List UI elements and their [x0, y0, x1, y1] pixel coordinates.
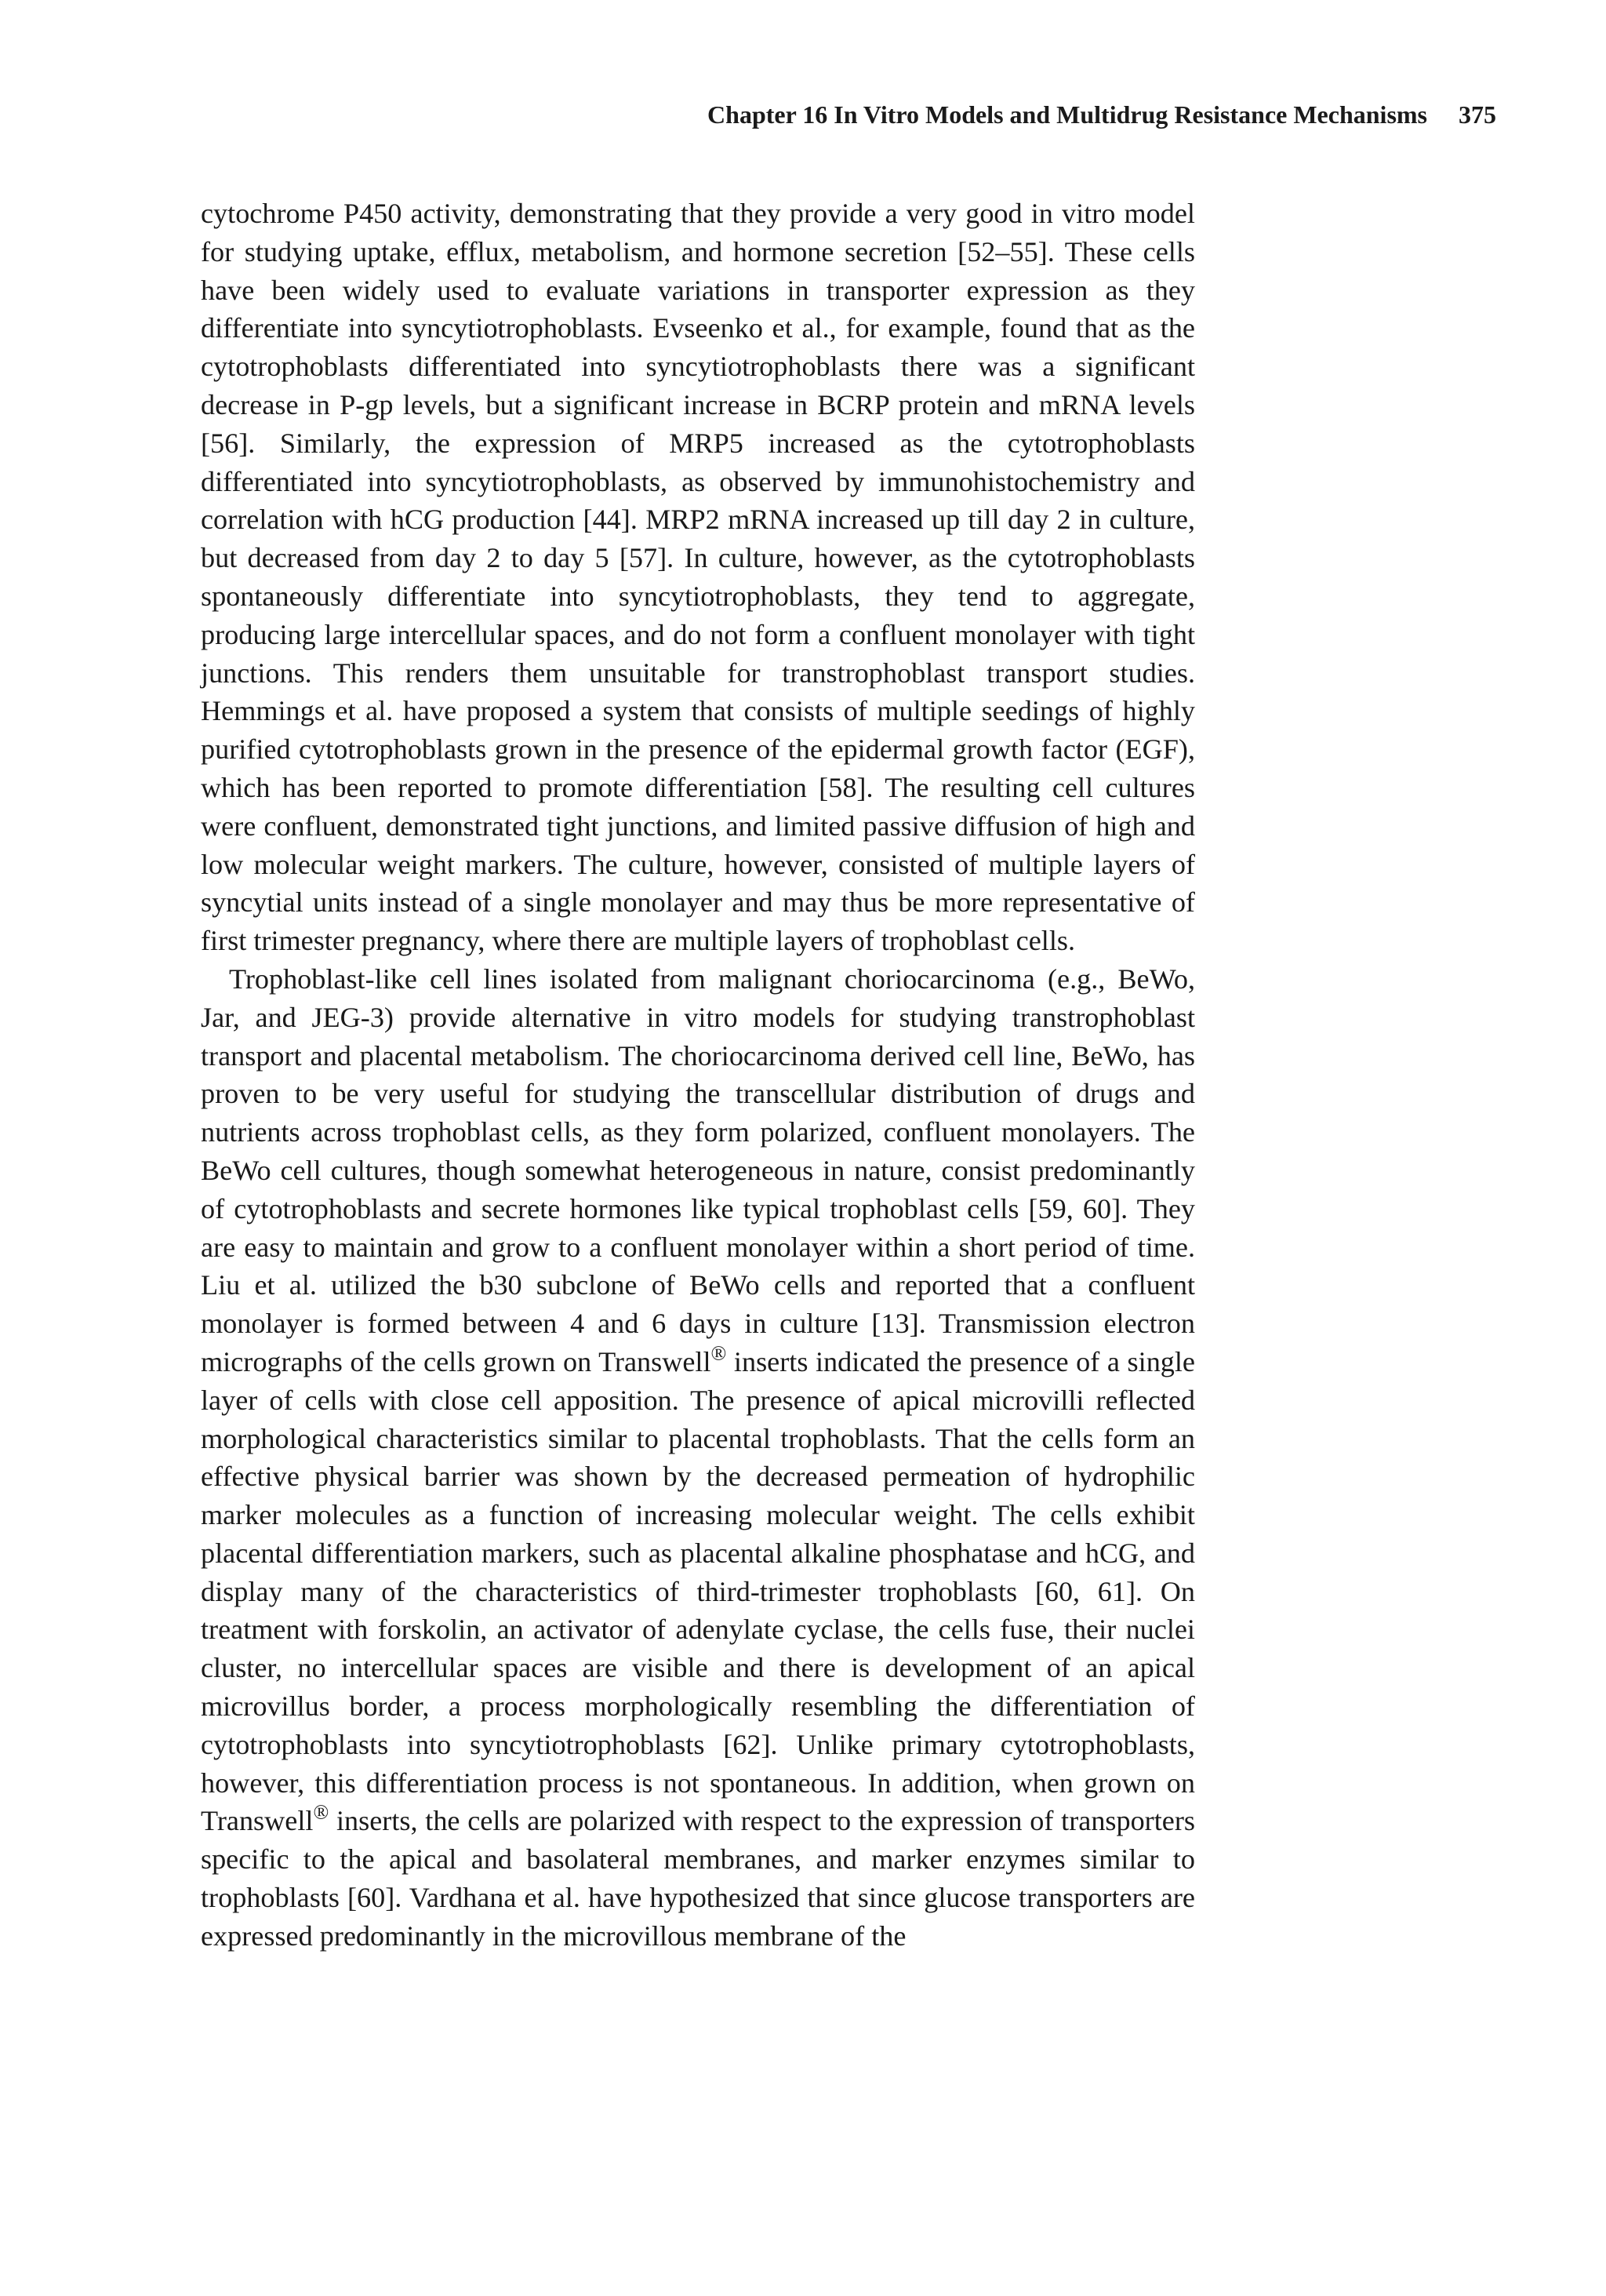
- running-head: [201, 99, 1496, 130]
- registered-mark: ®: [313, 1801, 329, 1825]
- paragraph-2-part-c: inserts, the cells are polarized with respect to the expression of transporters specific to the apical and basolateral membranes, and marker enzymes similar to trophoblasts [60]. Vardhana et al. have hypothesized that since glucose transporters are expressed predominantly in the microvillous membrane of the: [201, 1805, 1195, 1952]
- paragraph-1: cytochrome P450 activity, demonstrating that they provide a very good in vitro model for studying uptake, efflux, metabolism, and hormone secretion [52–55]. These cells have been widely used to evaluate variations in transporter expression as they differentiate into syncytiotrophoblasts. Evseenko et al., for example, found that as the cytotrophoblasts differentiated into syncytiotrophoblasts there was a significant decrease in P-gp levels, but a significant increase in BCRP protein and mRNA levels [56]. Similarly, the expression of MRP5 increased as the cytotrophoblasts differentiated into syncytiotrophoblasts, as observed by immunohistochemistry and correlation with hCG production [44]. MRP2 mRNA increased up till day 2 in culture, but decreased from day 2 to day 5 [57]. In culture, however, as the cytotrophoblasts spontaneously differentiate into syncytiotrophoblasts, they tend to aggregate, producing large intercellular spaces, and do not form a confluent monolayer with tight junctions. This renders them unsuitable for transtrophoblast transport studies. Hemmings et al. have proposed a system that consists of multiple seedings of highly purified cytotrophoblasts grown in the presence of the epidermal growth factor (EGF), which has been reported to promote differentiation [58]. The resulting cell cultures were confluent, demonstrated tight junctions, and limited passive diffusion of high and low molecular weight markers. The culture, however, consisted of multiple layers of syncytial units instead of a single monolayer and may thus be more representative of first trimester pregnancy, where there are multiple layers of trophoblast cells.: [201, 198, 1195, 957]
- paragraph-2: [201, 960, 1195, 1956]
- registered-mark: ®: [710, 1341, 727, 1365]
- paragraph-2-part-b: inserts indicated the presence of a single layer of cells with close cell apposition. The presence of apical microvilli reflected morphological characteristics similar to placental trophoblasts. That the cells form an effective physical barrier was shown by the decreased permeation of hydrophilic marker molecules as a function of increasing molecular weight. The cells exhibit placental differentiation markers, such as placental alkaline phosphatase and hCG, and display many of the characteristics of third-trimester trophoblasts [60, 61]. On treatment with forskolin, an activator of adenylate cyclase, the cells fuse, their nuclei cluster, no intercellular spaces are visible and there is development of an apical microvillus border, a process morphologically resembling the differentiation of cytotrophoblasts into syncytiotrophoblasts [62]. Unlike primary cytotrophoblasts, however, this differentiation process is not spontaneous. In addition, when grown on Transwell: [201, 1345, 1195, 1837]
- paragraph-2-part-a: Trophoblast-like cell lines isolated from malignant choriocarcinoma (e.g., BeWo, Jar, and JEG-3) provide alternative in vitro models for studying transtrophoblast transport and placental metabolism. The choriocarcinoma derived cell line, BeWo, has proven to be very useful for studying the transcellular distribution of drugs and nutrients across trophoblast cells, as they form polarized, confluent monolayers. The BeWo cell cultures, though somewhat heterogeneous in nature, consist predominantly of cytotrophoblasts and secrete hormones like typical trophoblast cells [59, 60]. They are easy to maintain and grow to a confluent monolayer within a short period of time. Liu et al. utilized the b30 subclone of BeWo cells and reported that a confluent monolayer is formed between 4 and 6 days in culture [13]. Transmission electron micrographs of the cells grown on Transwell: [201, 962, 1195, 1377]
- chapter-title: Chapter 16 In Vitro Models and Multidrug Resistance Mechanisms: [707, 100, 1427, 129]
- page-number: 375: [1459, 100, 1496, 129]
- body-text: [201, 195, 1195, 1956]
